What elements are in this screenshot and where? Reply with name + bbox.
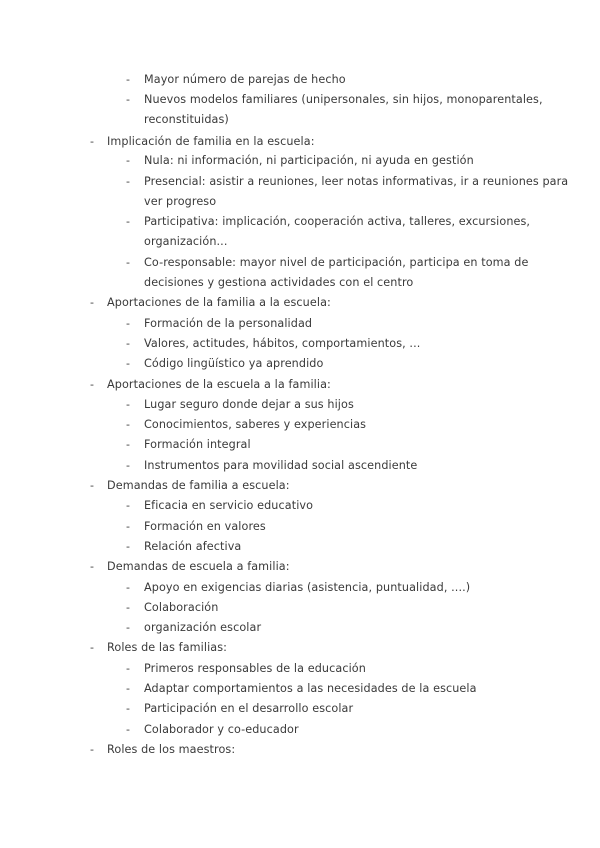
sub-item bbox=[0, 537, 600, 557]
sub-item-text: Relación afectiva bbox=[144, 540, 242, 553]
sub-item bbox=[0, 415, 600, 435]
dash-bullet: - bbox=[126, 256, 131, 269]
sub-item bbox=[0, 598, 600, 618]
section-heading bbox=[0, 476, 600, 496]
dash-bullet: - bbox=[126, 540, 131, 553]
sub-item bbox=[0, 395, 600, 415]
sub-item bbox=[0, 172, 600, 192]
sub-item-text: Presencial: asistir a reuniones, leer notas informativas, ir a reuniones para bbox=[144, 175, 569, 188]
dash-bullet: - bbox=[126, 154, 131, 167]
sub-item bbox=[0, 517, 600, 537]
dash-bullet: - bbox=[126, 317, 131, 330]
section-heading bbox=[0, 132, 600, 152]
continuation-text: organización... bbox=[144, 235, 228, 248]
sub-item-text: organización escolar bbox=[144, 621, 262, 634]
dash-bullet: - bbox=[126, 621, 131, 634]
section-heading-text: Implicación de familia en la escuela: bbox=[107, 135, 315, 148]
continuation-text: decisiones y gestiona actividades con el centro bbox=[144, 276, 414, 289]
dash-bullet: - bbox=[126, 175, 131, 188]
section-heading bbox=[0, 557, 600, 577]
sub-item-text: Primeros responsables de la educación bbox=[144, 662, 366, 675]
sub-item-text: Co-responsable: mayor nivel de participación, participa en toma de bbox=[144, 256, 529, 269]
dash-bullet: - bbox=[126, 438, 131, 451]
section-heading-text: Demandas de escuela a familia: bbox=[107, 560, 290, 573]
section-heading bbox=[0, 638, 600, 658]
section-heading bbox=[0, 293, 600, 313]
sub-item-text: Formación integral bbox=[144, 438, 251, 451]
section-heading-text: Roles de los maestros: bbox=[107, 743, 236, 756]
dash-bullet: - bbox=[126, 357, 131, 370]
sub-item bbox=[0, 720, 600, 740]
sub-item bbox=[0, 456, 600, 476]
dash-bullet: - bbox=[126, 93, 131, 106]
section-heading bbox=[0, 375, 600, 395]
dash-bullet: - bbox=[90, 378, 95, 391]
continuation-line bbox=[0, 192, 600, 212]
section-heading bbox=[0, 740, 600, 760]
dash-bullet: - bbox=[126, 459, 131, 472]
sub-item-text: Instrumentos para movilidad social ascendiente bbox=[144, 459, 418, 472]
dash-bullet: - bbox=[90, 479, 95, 492]
sub-item bbox=[0, 90, 600, 110]
dash-bullet: - bbox=[126, 662, 131, 675]
sub-item bbox=[0, 679, 600, 699]
dash-bullet: - bbox=[126, 723, 131, 736]
sub-item bbox=[0, 699, 600, 719]
dash-bullet: - bbox=[126, 702, 131, 715]
sub-item bbox=[0, 578, 600, 598]
sub-item bbox=[0, 334, 600, 354]
sub-item-text: Formación de la personalidad bbox=[144, 317, 313, 330]
section-heading-text: Aportaciones de la escuela a la familia: bbox=[107, 378, 331, 391]
continuation-text: ver progreso bbox=[144, 195, 217, 208]
section-heading-text: Demandas de familia a escuela: bbox=[107, 479, 290, 492]
dash-bullet: - bbox=[126, 398, 131, 411]
sub-item-text: Lugar seguro donde dejar a sus hijos bbox=[144, 398, 354, 411]
sub-item-text: Nula: ni información, ni participación, ni ayuda en gestión bbox=[144, 154, 474, 167]
sub-item bbox=[0, 70, 600, 90]
sub-item-text: Adaptar comportamientos a las necesidades de la escuela bbox=[144, 682, 477, 695]
sub-item bbox=[0, 618, 600, 638]
sub-item-text: Formación en valores bbox=[144, 520, 266, 533]
dash-bullet: - bbox=[90, 641, 95, 654]
dash-bullet: - bbox=[90, 743, 95, 756]
continuation-line bbox=[0, 232, 600, 252]
sub-item bbox=[0, 253, 600, 273]
sub-item-text: Valores, actitudes, hábitos, comportamientos, ... bbox=[144, 337, 421, 350]
sub-item bbox=[0, 151, 600, 171]
sub-item bbox=[0, 496, 600, 516]
dash-bullet: - bbox=[126, 682, 131, 695]
continuation-line bbox=[0, 273, 600, 293]
dash-bullet: - bbox=[126, 520, 131, 533]
dash-bullet: - bbox=[126, 418, 131, 431]
sub-item bbox=[0, 354, 600, 374]
sub-item-text: Eficacia en servicio educativo bbox=[144, 499, 314, 512]
sub-item-text: Participación en el desarrollo escolar bbox=[144, 702, 354, 715]
sub-item-text: Colaboración bbox=[144, 601, 219, 614]
dash-bullet: - bbox=[126, 73, 131, 86]
continuation-line bbox=[0, 110, 600, 130]
sub-item-text: Colaborador y co-educador bbox=[144, 723, 299, 736]
sub-item bbox=[0, 659, 600, 679]
dash-bullet: - bbox=[90, 296, 95, 309]
sub-item-text: Nuevos modelos familiares (unipersonales, sin hijos, monoparentales, bbox=[144, 93, 543, 106]
continuation-text: reconstituidas) bbox=[144, 113, 229, 126]
dash-bullet: - bbox=[126, 499, 131, 512]
sub-item bbox=[0, 314, 600, 334]
sub-item bbox=[0, 435, 600, 455]
section-heading-text: Aportaciones de la familia a la escuela: bbox=[107, 296, 331, 309]
sub-item bbox=[0, 212, 600, 232]
dash-bullet: - bbox=[90, 135, 95, 148]
sub-item-text: Código lingüístico ya aprendido bbox=[144, 357, 324, 370]
dash-bullet: - bbox=[126, 601, 131, 614]
dash-bullet: - bbox=[126, 215, 131, 228]
sub-item-text: Conocimientos, saberes y experiencias bbox=[144, 418, 367, 431]
sub-item-text: Mayor número de parejas de hecho bbox=[144, 73, 346, 86]
sub-item-text: Participativa: implicación, cooperación activa, talleres, excursiones, bbox=[144, 215, 531, 228]
dash-bullet: - bbox=[90, 560, 95, 573]
dash-bullet: - bbox=[126, 337, 131, 350]
sub-item-text: Apoyo en exigencias diarias (asistencia, puntualidad, ....) bbox=[144, 581, 471, 594]
dash-bullet: - bbox=[126, 581, 131, 594]
section-heading-text: Roles de las familias: bbox=[107, 641, 228, 654]
